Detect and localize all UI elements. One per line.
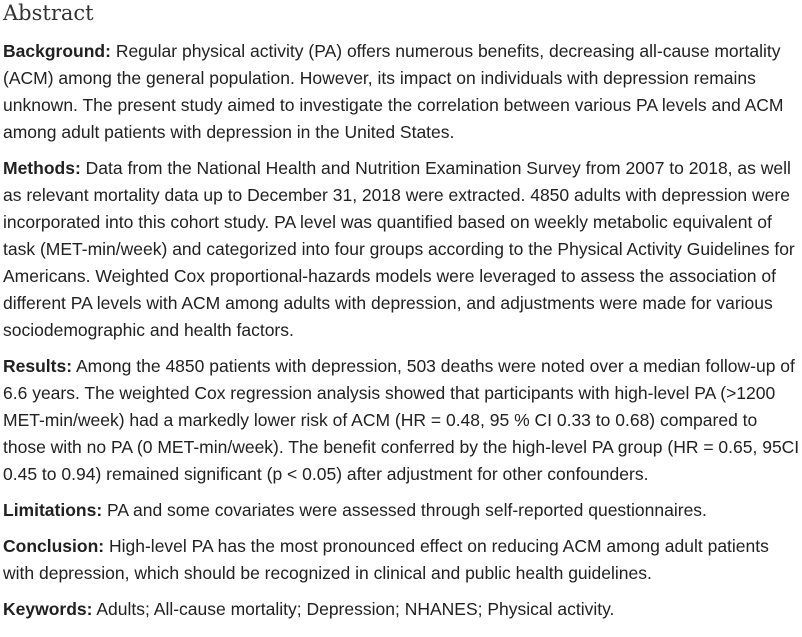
limitations-label: Limitations:: [3, 500, 103, 520]
background-section: [3, 38, 800, 146]
keywords-section: [3, 596, 800, 623]
limitations-text: PA and some covariates were assessed through self-reported questionnaires.: [107, 500, 707, 520]
limitations-section: [3, 497, 800, 524]
background-text: Regular physical activity (PA) offers numerous benefits, decreasing all-cause mortality (ACM) among the general population. However, its impact on individuals with depression remains unknown. The present study aimed to investigate the correlation between various PA levels and ACM among adult patients with depression in the United States.: [3, 41, 784, 142]
abstract-title: Abstract: [3, 1, 94, 25]
methods-text: Data from the National Health and Nutrition Examination Survey from 2007 to 2018, as well as relevant mortality data up to December 31, 2018 were extracted. 4850 adults with depression were incorporated into this cohort study. PA level was quantified based on weekly metabolic equivalent of task (MET-min/week) and categorized into four groups according to the Physical Activity Guidelines for Americans. Weighted Cox proportional-hazards models were leveraged to assess the association of different PA levels with ACM among adults with depression, and adjustments were made for various sociodemographic and health factors.: [3, 158, 795, 340]
conclusion-text: High-level PA has the most pronounced effect on reducing ACM among adult patients with depression, which should be recognized in clinical and public health guidelines.: [3, 536, 769, 583]
keywords-label: Keywords:: [3, 599, 93, 619]
results-text: Among the 4850 patients with depression, 503 deaths were noted over a median follow-up of 6.6 years. The weighted Cox regression analysis showed that participants with high-level PA (>1200 MET-min/week) had a markedly lower risk of ACM (HR = 0.48, 95 % CI 0.33 to 0.68) compared to those with no PA (0 MET-min/week). The benefit conferred by the high-level PA group (HR = 0.65, 95CI 0.45 to 0.94) remained significant (p < 0.05) after adjustment for other confounders.: [3, 356, 800, 484]
keywords-text: Adults; All-cause mortality; Depression; NHANES; Physical activity.: [96, 599, 615, 619]
abstract-container: [3, 0, 800, 623]
results-section: [3, 353, 800, 488]
results-label: Results:: [3, 356, 73, 376]
conclusion-section: [3, 533, 800, 587]
conclusion-label: Conclusion:: [3, 536, 105, 556]
background-label: Background:: [3, 41, 111, 61]
methods-section: [3, 155, 800, 344]
methods-label: Methods:: [3, 158, 81, 178]
